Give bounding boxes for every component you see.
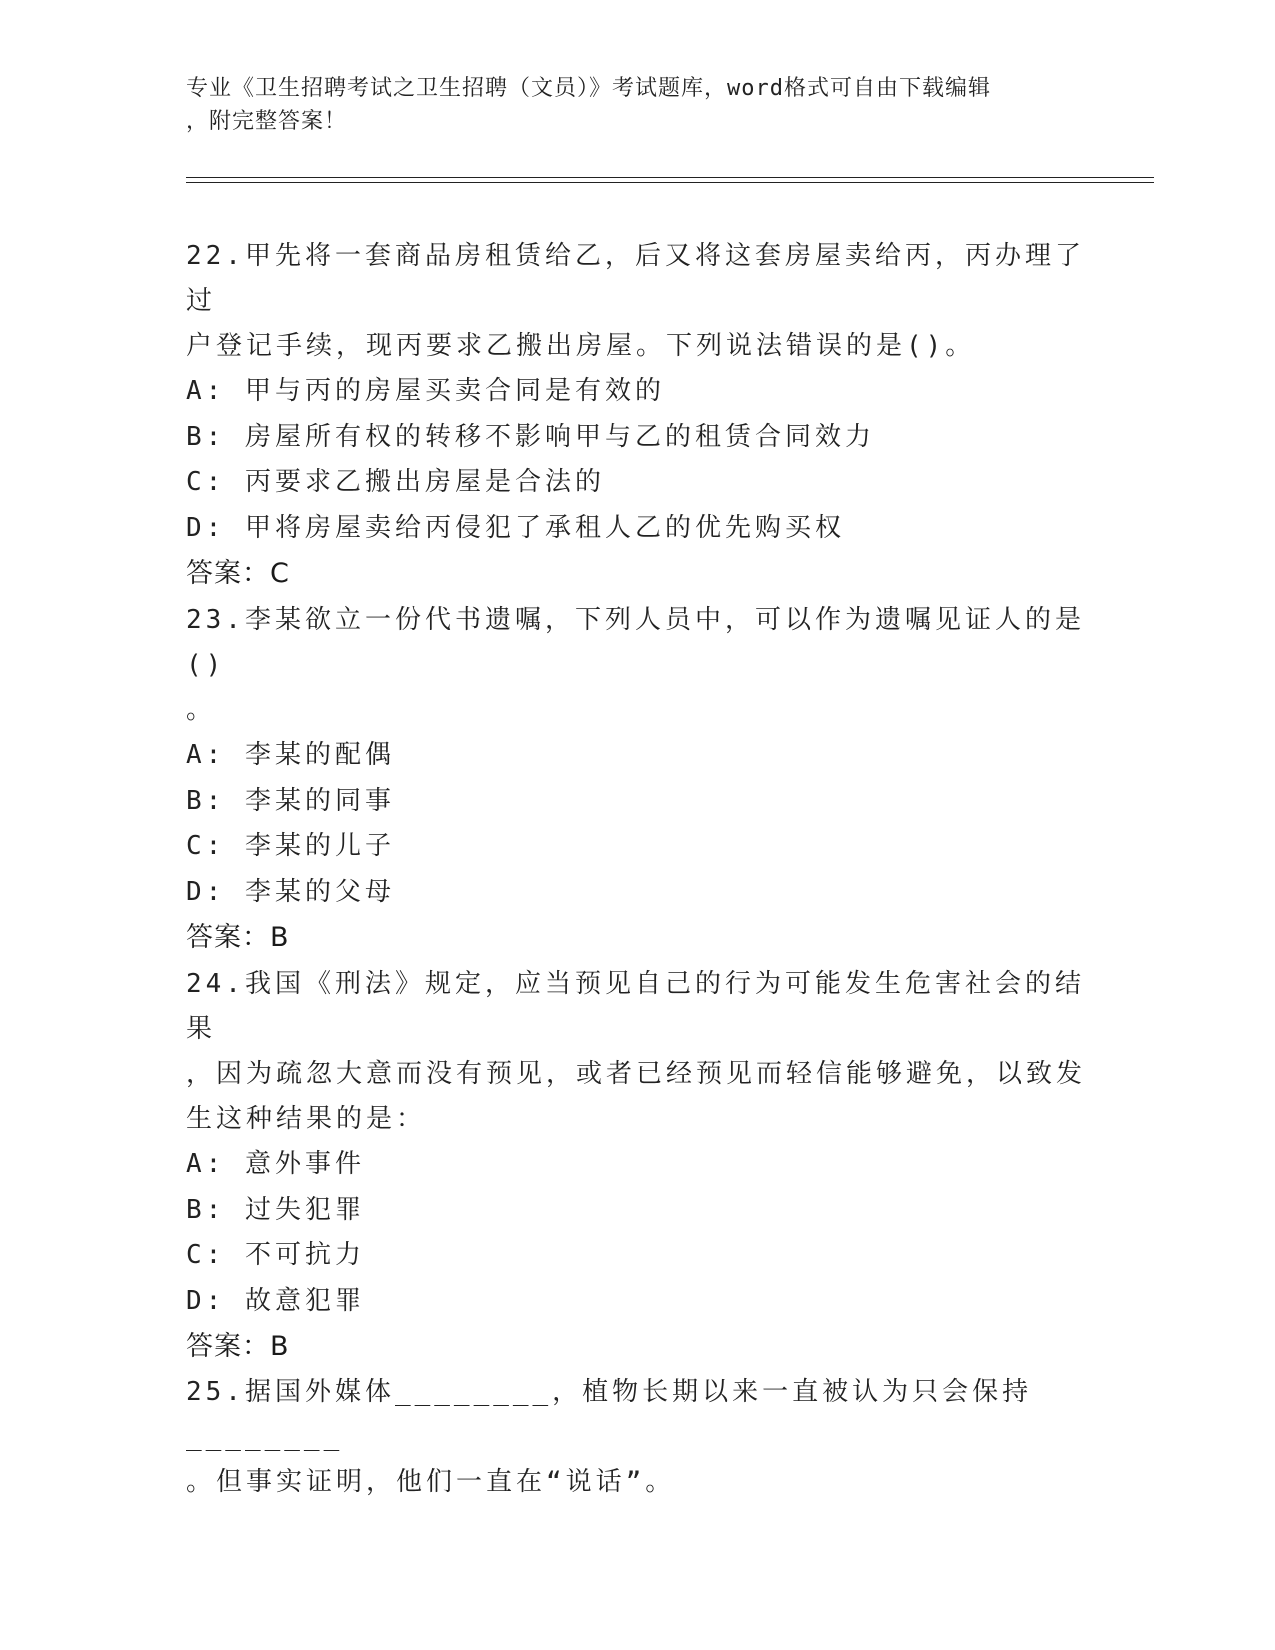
question-stem-line: 。: [186, 695, 217, 725]
option-b: B: 李某的同事: [186, 785, 395, 816]
question-stem-line: 22.甲先将一套商品房租赁给乙，后又将这套房屋卖给丙，丙办理了过: [186, 241, 1085, 316]
option-a: A: 李某的配偶: [186, 740, 395, 770]
option-d: D: 故意犯罪: [186, 1285, 365, 1316]
question-stem-line: ，因为疏忽大意而没有预见，或者已经预见而轻信能够避免，以致发: [186, 1059, 1087, 1089]
option-a: A: 甲与丙的房屋买卖合同是有效的: [186, 376, 665, 406]
answer: 答案：C: [186, 558, 290, 589]
option-b: B: 过失犯罪: [186, 1194, 365, 1225]
question-stem-line: 24.我国《刑法》规定，应当预见自己的行为可能发生危害社会的结果: [186, 969, 1085, 1044]
question-23: [186, 598, 1086, 960]
option-d: D: 甲将房屋卖给丙侵犯了承租人乙的优先购买权: [186, 512, 845, 543]
question-stem-line: 25.据国外媒体________，植物长期以来一直被认为只会保持________: [186, 1377, 1033, 1452]
question-stem-line: 23.李某欲立一份代书遗嘱，下列人员中，可以作为遗嘱见证人的是(): [186, 605, 1085, 680]
option-c: C: 不可抗力: [186, 1240, 365, 1270]
document-header: [186, 72, 1146, 138]
header-divider-bottom: [186, 182, 1154, 183]
header-line-2: ，附完整答案！: [186, 109, 348, 134]
option-c: C: 李某的儿子: [186, 831, 395, 861]
answer: 答案：B: [186, 922, 290, 953]
question-22: [186, 234, 1086, 596]
header-line-1: 专业《卫生招聘考试之卫生招聘（文员）》考试题库，word格式可自由下载编辑: [186, 76, 991, 101]
header-divider-top: [186, 177, 1154, 178]
option-c: C: 丙要求乙搬出房屋是合法的: [186, 467, 605, 497]
option-b: B: 房屋所有权的转移不影响甲与乙的租赁合同效力: [186, 421, 875, 452]
option-a: A: 意外事件: [186, 1149, 365, 1179]
answer: 答案：B: [186, 1331, 290, 1362]
question-25: [186, 1370, 1086, 1505]
question-24: [186, 962, 1086, 1369]
question-stem-line: 户登记手续，现丙要求乙搬出房屋。下列说法错误的是()。: [186, 331, 976, 361]
question-stem-line: 。但事实证明，他们一直在“说话”。: [186, 1467, 676, 1497]
option-d: D: 李某的父母: [186, 876, 395, 907]
question-stem-line: 生这种结果的是：: [186, 1104, 427, 1134]
